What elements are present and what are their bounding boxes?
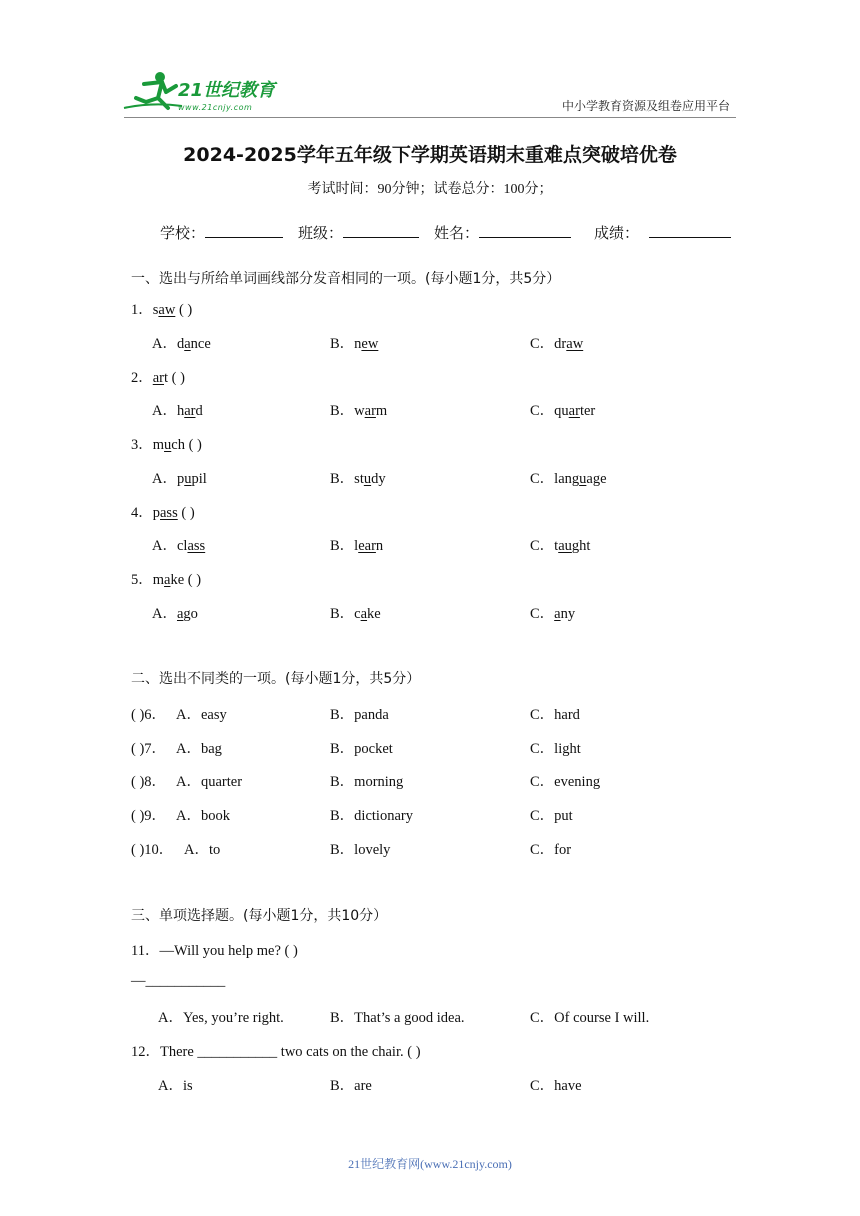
underlined-part: aw — [566, 335, 584, 352]
question-number: 3． — [131, 437, 153, 453]
word-part: l — [354, 538, 359, 554]
underlined-part: aw — [158, 302, 176, 318]
q10-option-c[interactable]: C．for — [530, 841, 572, 858]
option-letter: A． — [152, 335, 177, 352]
q3-option-b[interactable] — [330, 467, 386, 488]
name-blank[interactable] — [479, 223, 571, 238]
q8-prefix[interactable]: ( )8． — [131, 774, 167, 791]
option-letter: C． — [530, 470, 555, 487]
underlined-part: ew — [361, 335, 379, 352]
q6-option-a[interactable]: A．easy — [176, 707, 227, 723]
answer-bracket[interactable]: ( ) — [188, 437, 202, 453]
word-part: c — [354, 605, 361, 622]
q2-option-b[interactable] — [330, 399, 387, 420]
underlined-part: ar — [184, 403, 196, 419]
option-letter: C． — [530, 605, 555, 622]
word-part: n — [354, 335, 362, 352]
q1-option-c[interactable] — [530, 332, 583, 353]
q9-option-b[interactable]: B．dictionary — [330, 808, 413, 825]
underlined-part: u — [579, 470, 587, 487]
q1-stem — [131, 298, 192, 319]
q9-option-c[interactable]: C．put — [530, 808, 573, 825]
q11-option-a[interactable]: A．Yes, you’re right. — [158, 1010, 284, 1026]
name-label: 姓名： — [434, 224, 480, 242]
option-letter: C． — [530, 403, 555, 419]
q6-option-c[interactable]: C．hard — [530, 707, 580, 723]
q5-stem — [131, 568, 201, 589]
answer-bracket[interactable]: ( ) — [178, 302, 193, 318]
score-blank[interactable] — [649, 223, 731, 238]
q9-option-a[interactable]: A．book — [176, 808, 230, 825]
score-label: 成绩： — [594, 224, 640, 242]
word-part: s — [152, 302, 159, 318]
underlined-part: u — [184, 470, 192, 487]
exam-info: 考试时间：90分钟；试卷总分：100分； — [307, 182, 553, 197]
underlined-part: au — [558, 538, 572, 554]
q10-option-b[interactable]: B．lovely — [330, 841, 391, 858]
option-letter: A． — [152, 403, 177, 419]
logo-url: www.21cnjy.com — [178, 103, 253, 112]
q6-option-b[interactable]: B．panda — [330, 707, 389, 723]
logo-text: 21世纪教育 — [178, 80, 276, 101]
word-part: d — [176, 335, 185, 352]
word-part: p — [176, 470, 185, 487]
option-letter: C． — [530, 538, 555, 554]
school-label: 学校： — [160, 224, 206, 242]
underlined-part: a — [184, 335, 191, 352]
q5-option-b[interactable] — [330, 602, 381, 623]
class-label: 班级： — [298, 224, 344, 242]
word-part: ke — [170, 572, 185, 588]
word-part: dr — [554, 335, 567, 352]
logo — [122, 68, 292, 116]
q3-option-a[interactable] — [152, 467, 207, 488]
word-part: ke — [367, 605, 381, 622]
word-part: ter — [579, 403, 596, 419]
q7-option-a[interactable]: A．bag — [176, 740, 222, 757]
answer-bracket[interactable]: ( ) — [181, 504, 195, 521]
question-number: 5． — [131, 572, 153, 588]
underlined-part: a — [164, 572, 171, 588]
underlined-part: ear — [358, 538, 376, 554]
question-number: 2． — [131, 369, 153, 386]
q9-prefix[interactable]: ( )9． — [131, 808, 167, 825]
q12-option-a[interactable]: A．is — [158, 1078, 193, 1094]
q8-option-b[interactable]: B．morning — [330, 774, 404, 791]
q11-answer-line[interactable]: —___________ — [131, 973, 226, 989]
section1-heading: 一、选出与所给单词画线部分发音相同的一项。(每小题1分，共5分） — [131, 271, 561, 287]
underlined-part: ar — [364, 403, 376, 419]
runner-icon — [124, 72, 182, 108]
word-part: m — [375, 403, 388, 419]
option-letter: B． — [330, 470, 355, 487]
word-part: t — [164, 369, 169, 386]
school-field — [160, 222, 283, 243]
q8-option-c[interactable]: C．evening — [530, 774, 601, 791]
word-part: m — [152, 437, 165, 453]
q7-option-b[interactable]: B．pocket — [330, 740, 393, 757]
q11-stem: 11．—Will you help me? ( ) — [131, 943, 298, 959]
q10-option-a[interactable]: A．to — [184, 841, 221, 858]
q12-stem: 12．There ___________ two cats on the chair. ( ) — [131, 1044, 421, 1060]
word-part: w — [354, 403, 365, 419]
option-letter: A． — [152, 470, 177, 487]
question-number: 4． — [131, 504, 153, 521]
q12-option-b[interactable]: B．are — [330, 1078, 372, 1094]
underlined-part: ar — [568, 403, 580, 419]
section3-heading: 三、单项选择题。(每小题1分，共10分） — [131, 908, 388, 924]
underlined-part: a — [176, 605, 184, 622]
score-field — [594, 222, 731, 243]
word-part: qu — [554, 403, 569, 419]
word-part: d — [195, 403, 203, 419]
word-part: age — [586, 470, 607, 487]
question-number: 1． — [131, 302, 153, 318]
option-letter: B． — [330, 605, 355, 622]
q2-stem — [131, 366, 185, 387]
word-part: nce — [190, 335, 211, 352]
q7-prefix[interactable]: ( )7． — [131, 740, 167, 757]
option-letter: B． — [330, 403, 355, 419]
word-part: h — [176, 403, 185, 419]
class-field — [298, 222, 419, 243]
underlined-part: a — [360, 605, 368, 622]
q12-option-c[interactable]: C．have — [530, 1078, 582, 1094]
underlined-part: u — [363, 470, 372, 487]
q6-prefix[interactable]: ( )6． — [131, 707, 167, 723]
q2-option-a[interactable] — [152, 399, 203, 420]
word-part: ch — [171, 437, 185, 453]
word-part: lang — [554, 470, 580, 487]
q5-option-c[interactable] — [530, 602, 575, 623]
underlined-part: ass — [187, 538, 206, 554]
word-part: ny — [560, 605, 576, 622]
word-part: go — [183, 605, 198, 622]
word-part: pil — [191, 470, 207, 487]
page-title: 2024-2025学年五年级下学期英语期末重难点突破培优卷 — [183, 144, 677, 166]
option-letter: B． — [330, 335, 355, 352]
option-letter: A． — [152, 538, 177, 554]
q8-option-a[interactable]: A．quarter — [176, 774, 243, 791]
word-part: p — [152, 504, 160, 521]
q1-option-b[interactable] — [330, 332, 378, 353]
word-part: st — [354, 470, 364, 487]
q4-stem — [131, 501, 195, 522]
header-divider — [124, 117, 736, 118]
footer: 21世纪教育网(www.21cnjy.com) — [348, 1157, 512, 1171]
answer-bracket[interactable]: ( ) — [171, 369, 185, 386]
q3-option-c[interactable] — [530, 467, 607, 488]
word-part: dy — [371, 470, 386, 487]
q4-option-c[interactable] — [530, 534, 590, 555]
word-part: t — [554, 538, 559, 554]
q7-option-c[interactable]: C．light — [530, 740, 581, 757]
class-blank[interactable] — [343, 223, 419, 238]
section2-heading: 二、选出不同类的一项。(每小题1分，共5分） — [131, 671, 421, 687]
q1-option-a[interactable] — [152, 332, 211, 353]
answer-bracket[interactable]: ( ) — [187, 572, 202, 588]
underlined-part: ar — [152, 369, 165, 386]
word-part: m — [152, 572, 165, 588]
q10-prefix[interactable]: ( )10． — [131, 841, 174, 858]
q11-option-b[interactable]: B．That’s a good idea. — [330, 1010, 465, 1026]
underlined-part: a — [554, 605, 561, 622]
q4-option-b[interactable] — [330, 534, 383, 555]
word-part: ght — [571, 538, 591, 554]
word-part: n — [375, 538, 384, 554]
underlined-part: u — [164, 437, 172, 453]
word-part: cl — [176, 538, 188, 554]
q2-option-c[interactable] — [530, 399, 595, 420]
platform-label: 中小学教育资源及组卷应用平台 — [561, 99, 730, 113]
underlined-part: ass — [160, 504, 178, 521]
school-blank[interactable] — [205, 223, 283, 238]
q4-option-a[interactable] — [152, 534, 205, 555]
name-field — [434, 222, 571, 243]
q3-stem — [131, 433, 202, 454]
q11-option-c[interactable]: C．Of course I will. — [530, 1010, 650, 1026]
option-letter: C． — [530, 335, 555, 352]
option-letter: A． — [152, 605, 177, 622]
q5-option-a[interactable] — [152, 602, 198, 623]
option-letter: B． — [330, 538, 355, 554]
